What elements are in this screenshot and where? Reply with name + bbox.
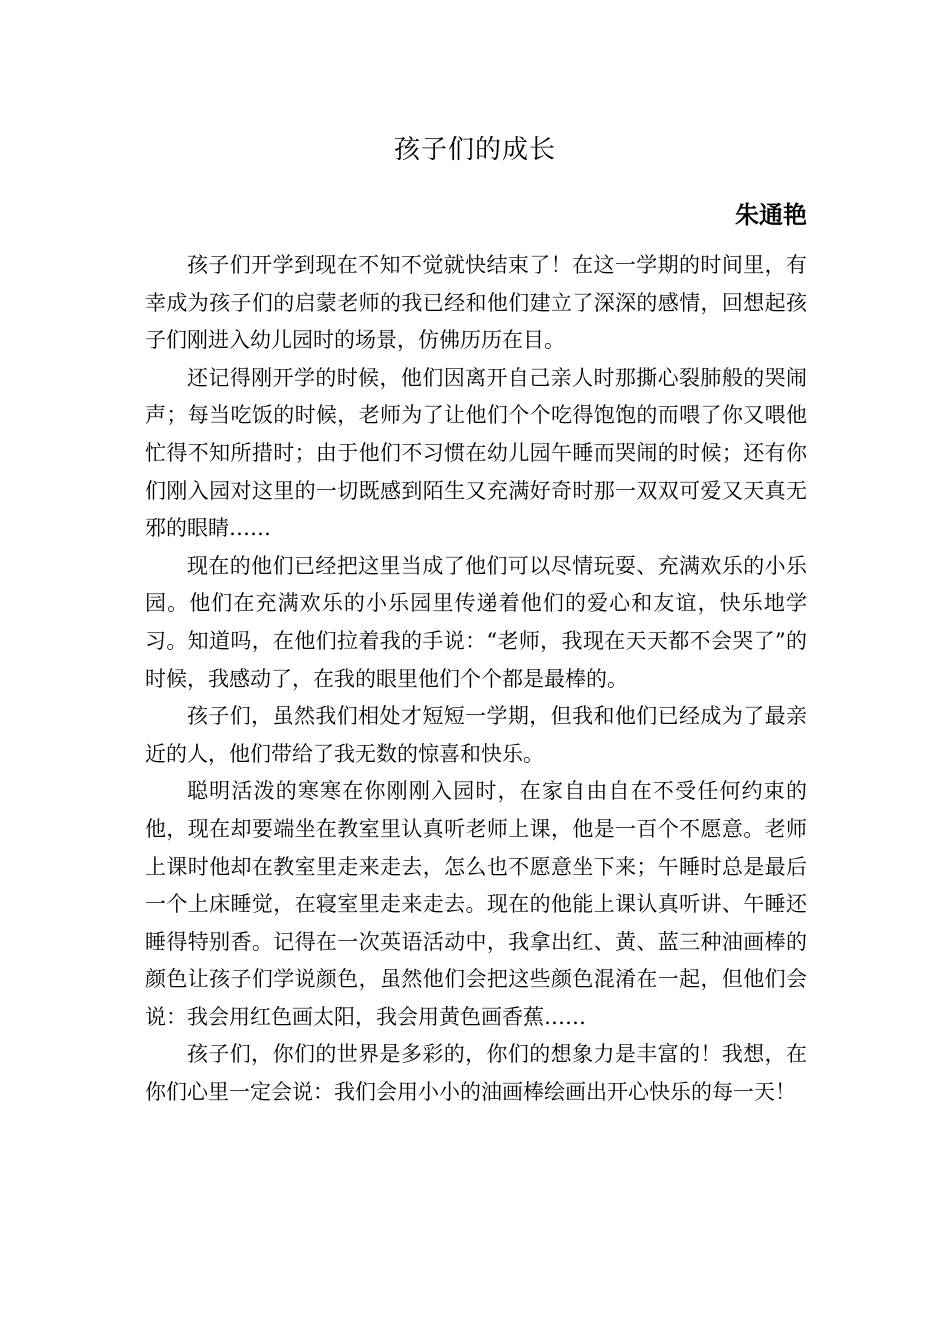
paragraph: 孩子们，你们的世界是多彩的，你们的想象力是丰富的！我想，在你们心里一定会说：我们会用小小的油画棒绘画出开心快乐的每一天！ <box>145 1042 807 1105</box>
document-title: 孩子们的成长 <box>393 135 556 165</box>
paragraph: 孩子们，虽然我们相处才短短一学期，但我和他们已经成为了最亲近的人，他们带给了我无数的惊喜和快乐。 <box>145 704 807 766</box>
paragraph: 孩子们开学到现在不知不觉就快结束了！在这一学期的时间里，有幸成为孩子们的启蒙老师的我已经和他们建立了深深的感情，回想起孩子们刚进入幼儿园时的场景，仿佛历历在目。 <box>145 253 807 353</box>
document-body <box>145 247 807 1112</box>
paragraph: 还记得刚开学的时候，他们因离开自己亲人时那撕心裂肺般的哭闹声；每当吃饭的时候，老师为了让他们个个吃得饱饱的而喂了你又喂他忙得不知所措时；由于他们不习惯在幼儿园午睡而哭闹的时候；还有你们刚入园对这里的一切既感到陌生又充满好奇时那一双双可爱又天真无邪的眼睛…… <box>145 365 807 541</box>
paragraph: 聪明活泼的寒寒在你刚刚入园时，在家自由自在不受任何约束的他，现在却要端坐在教室里认真听老师上课，他是一百个不愿意。老师上课时他却在教室里走来走去，怎么也不愿意坐下来；午睡时总是最后一个上床睡觉，在寝室里走来走去。现在的他能上课认真听讲、午睡还睡得特别香。记得在一次英语活动中，我拿出红、黄、蓝三种油画棒的颜色让孩子们学说颜色，虽然他们会把这些颜色混淆在一起，但他们会说：我会用红色画太阳，我会用黄色画香蕉…… <box>145 779 807 1029</box>
paragraph: 现在的他们已经把这里当成了他们可以尽情玩耍、充满欢乐的小乐园。他们在充满欢乐的小乐园里传递着他们的爱心和友谊，快乐地学习。知道吗，在他们拉着我的手说：“老师，我现在天天都不会哭了”的时候，我感动了，在我的眼里他们个个都是最棒的。 <box>145 553 807 691</box>
author-name: 朱通艳 <box>735 201 807 229</box>
